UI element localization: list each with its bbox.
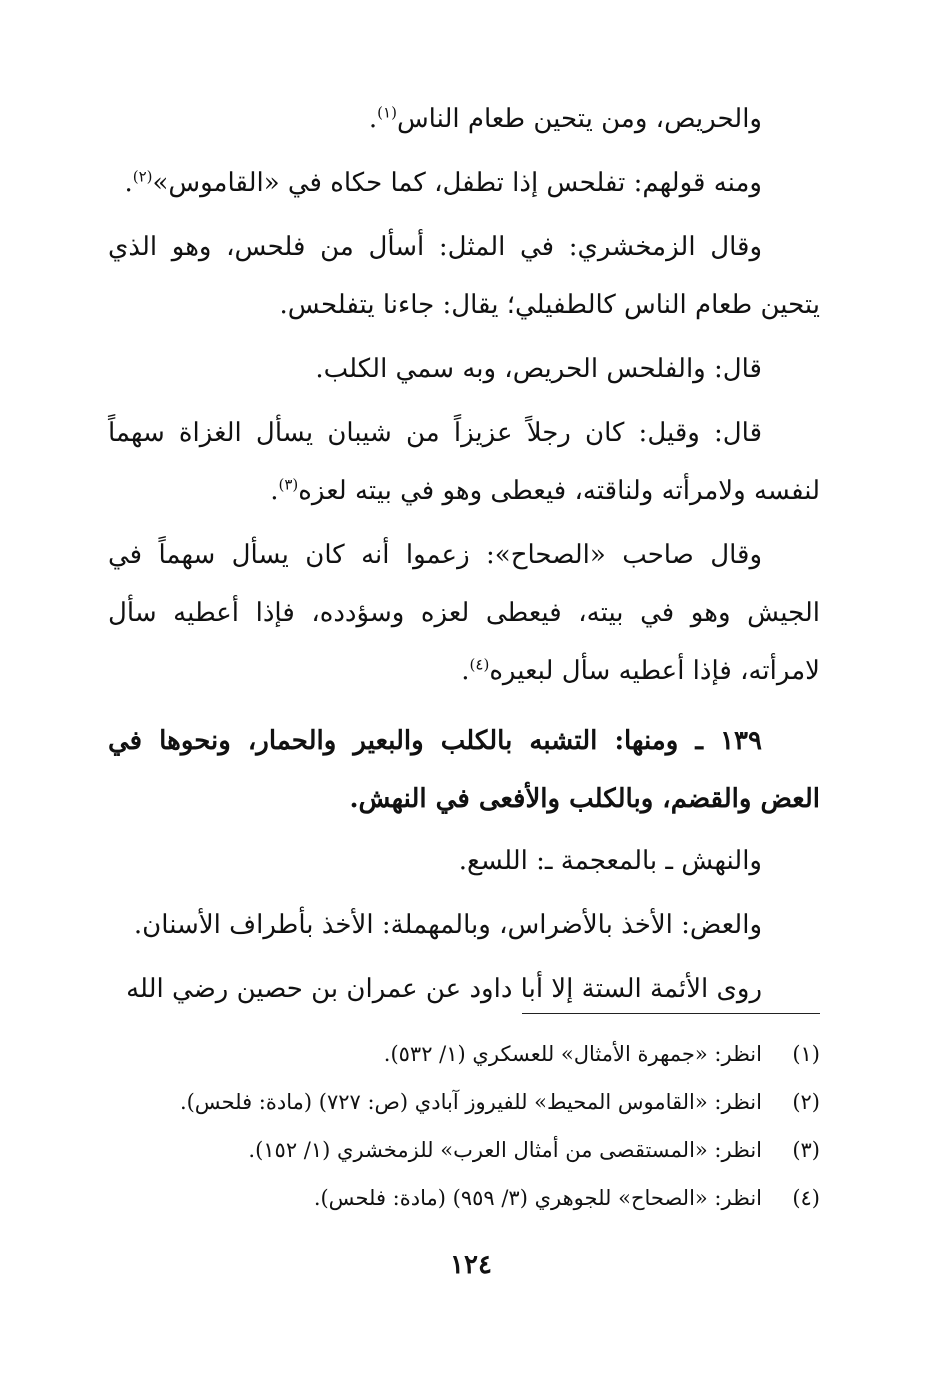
footnote: [108, 1078, 820, 1126]
footnote-number: (٤): [792, 1186, 820, 1210]
paragraph: [108, 340, 820, 398]
footnotes: [108, 1030, 820, 1222]
paragraph: [108, 896, 820, 954]
paragraph-text: قال: والفلحس الحريص، وبه سمي الكلب.: [315, 354, 762, 384]
paragraph-end: .: [368, 104, 378, 134]
paragraph-text: قال: وقيل: كان رجلاً عزيزاً من شيبان يسأل الغزاة سهماً لنفسه ولامرأته ولناقته، فيعطى وهو في بيته لعزه: [108, 418, 820, 506]
paragraph-end: .: [124, 168, 133, 198]
footnote-ref: (١): [377, 103, 397, 122]
footnote: [108, 1030, 820, 1078]
paragraph: [108, 526, 820, 700]
section-heading: ١٣٩ ـ ومنها: التشبه بالكلب والبعير والحمار، ونحوها في العض والقضم، وبالكلب والأفعى في النهش.: [108, 726, 820, 814]
paragraph: [108, 404, 820, 520]
footnote: [108, 1126, 820, 1174]
paragraph-text: والعض: الأخذ بالأضراس، وبالمهملة: الأخذ بأطراف الأسنان.: [133, 910, 762, 940]
footnote-text: انظر: «جمهرة الأمثال» للعسكري (١/ ٥٣٢).: [383, 1042, 762, 1066]
footnote-ref: (٢): [132, 167, 153, 186]
footnote-divider: [522, 1013, 820, 1014]
paragraph: [108, 90, 820, 148]
paragraph-text: ومنه قولهم: تفلحس إذا تطفل، كما حكاه في «القاموس»: [152, 168, 762, 198]
paragraph-end: .: [461, 656, 470, 686]
page-number: ١٢٤: [450, 1250, 492, 1280]
footnote-ref: (٤): [469, 655, 490, 674]
footnote-number: (٢): [792, 1090, 820, 1114]
paragraph-end: .: [270, 476, 279, 506]
footnote-text: انظر: «المستقصى من أمثال العرب» للزمخشري (١/ ١٥٢).: [248, 1138, 762, 1162]
paragraph: [108, 218, 820, 334]
paragraph: [108, 960, 820, 1018]
main-text: [108, 90, 820, 1018]
paragraph-text: وقال صاحب «الصحاح»: زعموا أنه كان يسأل سهماً في الجيش وهو في بيته، فيعطى لعزه وسؤدده، فإذا أعطيه سأل لامرأته، فإذا أعطيه سأل لبعيره: [108, 540, 820, 686]
footnote-text: انظر: «القاموس المحيط» للفيروز آبادي (ص: ٧٢٧) (مادة: فلحس).: [179, 1090, 762, 1114]
footnote-ref: (٣): [278, 475, 299, 494]
paragraph-text: وقال الزمخشري: في المثل: أسأل من فلحس، وهو الذي يتحين طعام الناس كالطفيلي؛ يقال: جاءنا يتفلحس.: [108, 232, 820, 320]
footnote-text: انظر: «الصحاح» للجوهري (٣/ ٩٥٩) (مادة: فلحس).: [313, 1186, 762, 1210]
paragraph: [108, 154, 820, 212]
paragraph-text: روى الأئمة الستة إلا أبا داود عن عمران بن حصين رضي الله: [126, 974, 762, 1004]
paragraph-text: والحريص، ومن يتحين طعام الناس: [396, 104, 762, 134]
paragraph-text: والنهش ـ بالمعجمة ـ: اللسع.: [458, 846, 762, 876]
paragraph: [108, 832, 820, 890]
footnote: [108, 1174, 820, 1222]
footnote-number: (١): [792, 1042, 820, 1066]
footnote-number: (٣): [792, 1138, 820, 1162]
